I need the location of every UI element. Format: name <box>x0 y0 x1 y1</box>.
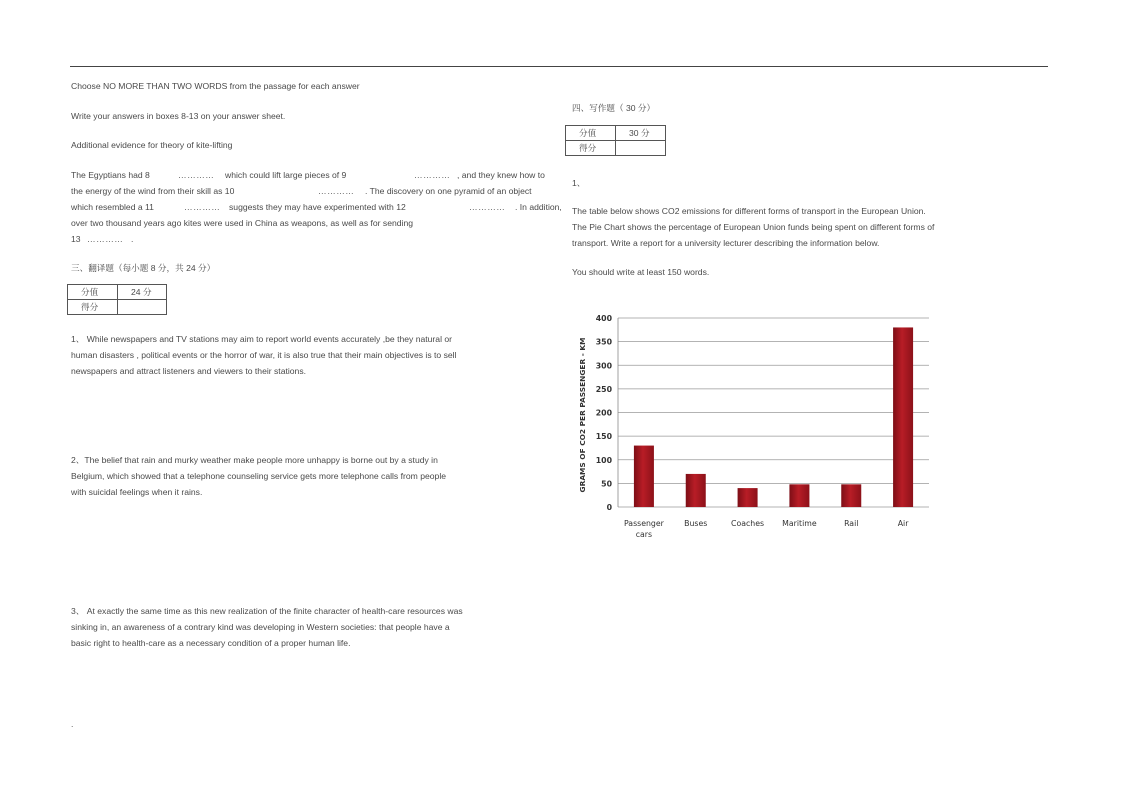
answer-blank-8: ………… <box>178 170 215 180</box>
score-table-section-4 <box>565 125 666 156</box>
y-tick-label: 300 <box>595 361 612 371</box>
answer-blank-13: ………… <box>87 234 124 244</box>
instruction-word-limit: Choose NO MORE THAN TWO WORDS from the passage for each answer <box>71 81 360 91</box>
answer-blank-12: ………… <box>469 202 506 212</box>
x-tick-label: Passenger <box>623 519 664 528</box>
bar-coaches <box>738 488 758 507</box>
fill-in-summary: The Egyptians had 8 ………… which could lift large pieces of 9 ………… , and they knew how to the energy of the wind from their skill as 10 ………… . The discovery on one pyramid of an object which resembled a 11 ………… suggests they may have experimented with 12 ………… . In addition, over two thousand years ago kites were used in China as weapons, as well as for sending 13 ………… . <box>71 167 571 247</box>
translation-question-1: 1、 While newspapers and TV stations may aim to report world events accurately ,be they natural or human disasters , political events or the horror of war, it is also true that their main objectives is to sell newspapers and attract listeners and viewers to their stations. <box>71 334 457 376</box>
co2-bar-chart <box>572 305 942 550</box>
score-label: 分值 <box>68 285 118 300</box>
chart-y-axis-label: GRAMS OF CO2 PER PASSENGER - KM <box>578 337 587 493</box>
chart-gridlines <box>618 318 929 507</box>
section-3-title: 三、翻译题（每小题 8 分，共 24 分） <box>71 263 216 273</box>
bar-buses <box>686 474 706 507</box>
chart-bars <box>634 327 913 507</box>
writing-question-number: 1、 <box>572 178 586 188</box>
y-tick-label: 0 <box>606 503 612 512</box>
translation-question-2: 2、The belief that rain and murky weather make people more unhappy is borne out by a study in Belgium, which showed that a telephone counseling service gets more telephone calls from people with suicidal feelings when it rains. <box>71 455 447 497</box>
score-value: 30 分 <box>616 126 666 141</box>
x-tick-label: Maritime <box>782 519 817 528</box>
x-tick-label: Buses <box>684 519 708 528</box>
bar-passenger-cars <box>634 446 654 507</box>
section-4-title: 四、写作题（ 30 分） <box>572 103 656 113</box>
y-tick-label: 150 <box>595 432 612 442</box>
writing-task-description: The table below shows CO2 emissions for different forms of transport in the European Union. The Pie Chart shows the percentage of European Union funds being spent on different forms of transport. Write a report for a university lecturer describing the information below. <box>572 206 935 248</box>
y-tick-label: 200 <box>595 408 612 418</box>
x-tick-label: Air <box>897 519 909 528</box>
score-table-section-3 <box>67 284 167 315</box>
y-tick-label: 100 <box>595 455 612 465</box>
bar-rail <box>841 484 861 507</box>
answer-blank-10: ………… <box>318 186 355 196</box>
x-tick-label: Coaches <box>731 519 765 528</box>
defen-label: 得分 <box>68 300 118 315</box>
defen-label: 得分 <box>566 141 616 156</box>
x-tick-label: cars <box>635 530 653 539</box>
instruction-summary-title: Additional evidence for theory of kite-lifting <box>71 140 233 150</box>
summary-line: over two thousand years ago kites were used in China as weapons, as well as for sending <box>71 218 414 228</box>
x-tick-label: Rail <box>844 519 859 528</box>
y-tick-label: 350 <box>595 337 612 347</box>
bar-air <box>893 327 913 507</box>
answer-blank-11: ………… <box>184 202 221 212</box>
chart-x-labels <box>624 519 909 539</box>
answer-blank-9: ………… <box>414 170 451 180</box>
defen-value[interactable] <box>616 141 666 156</box>
word-count-requirement: You should write at least 150 words. <box>572 267 710 277</box>
chart-y-ticks <box>596 314 613 512</box>
y-tick-label: 400 <box>595 314 612 323</box>
y-tick-label: 50 <box>601 479 612 489</box>
defen-value[interactable] <box>118 300 167 315</box>
score-label: 分值 <box>566 126 616 141</box>
top-rule <box>70 66 1048 67</box>
instruction-answer-boxes: Write your answers in boxes 8-13 on your answer sheet. <box>71 111 286 121</box>
score-value: 24 分 <box>118 285 167 300</box>
bar-maritime <box>789 484 809 507</box>
translation-question-3: 3、 At exactly the same time as this new realization of the finite character of health-care resources was sinking in, an awareness of a contrary kind was developing in Western societies: that people have a basic right to health-care as a necessary condition of a proper human life. <box>71 606 463 648</box>
footer-dot: . <box>71 719 74 729</box>
y-tick-label: 250 <box>595 384 612 394</box>
